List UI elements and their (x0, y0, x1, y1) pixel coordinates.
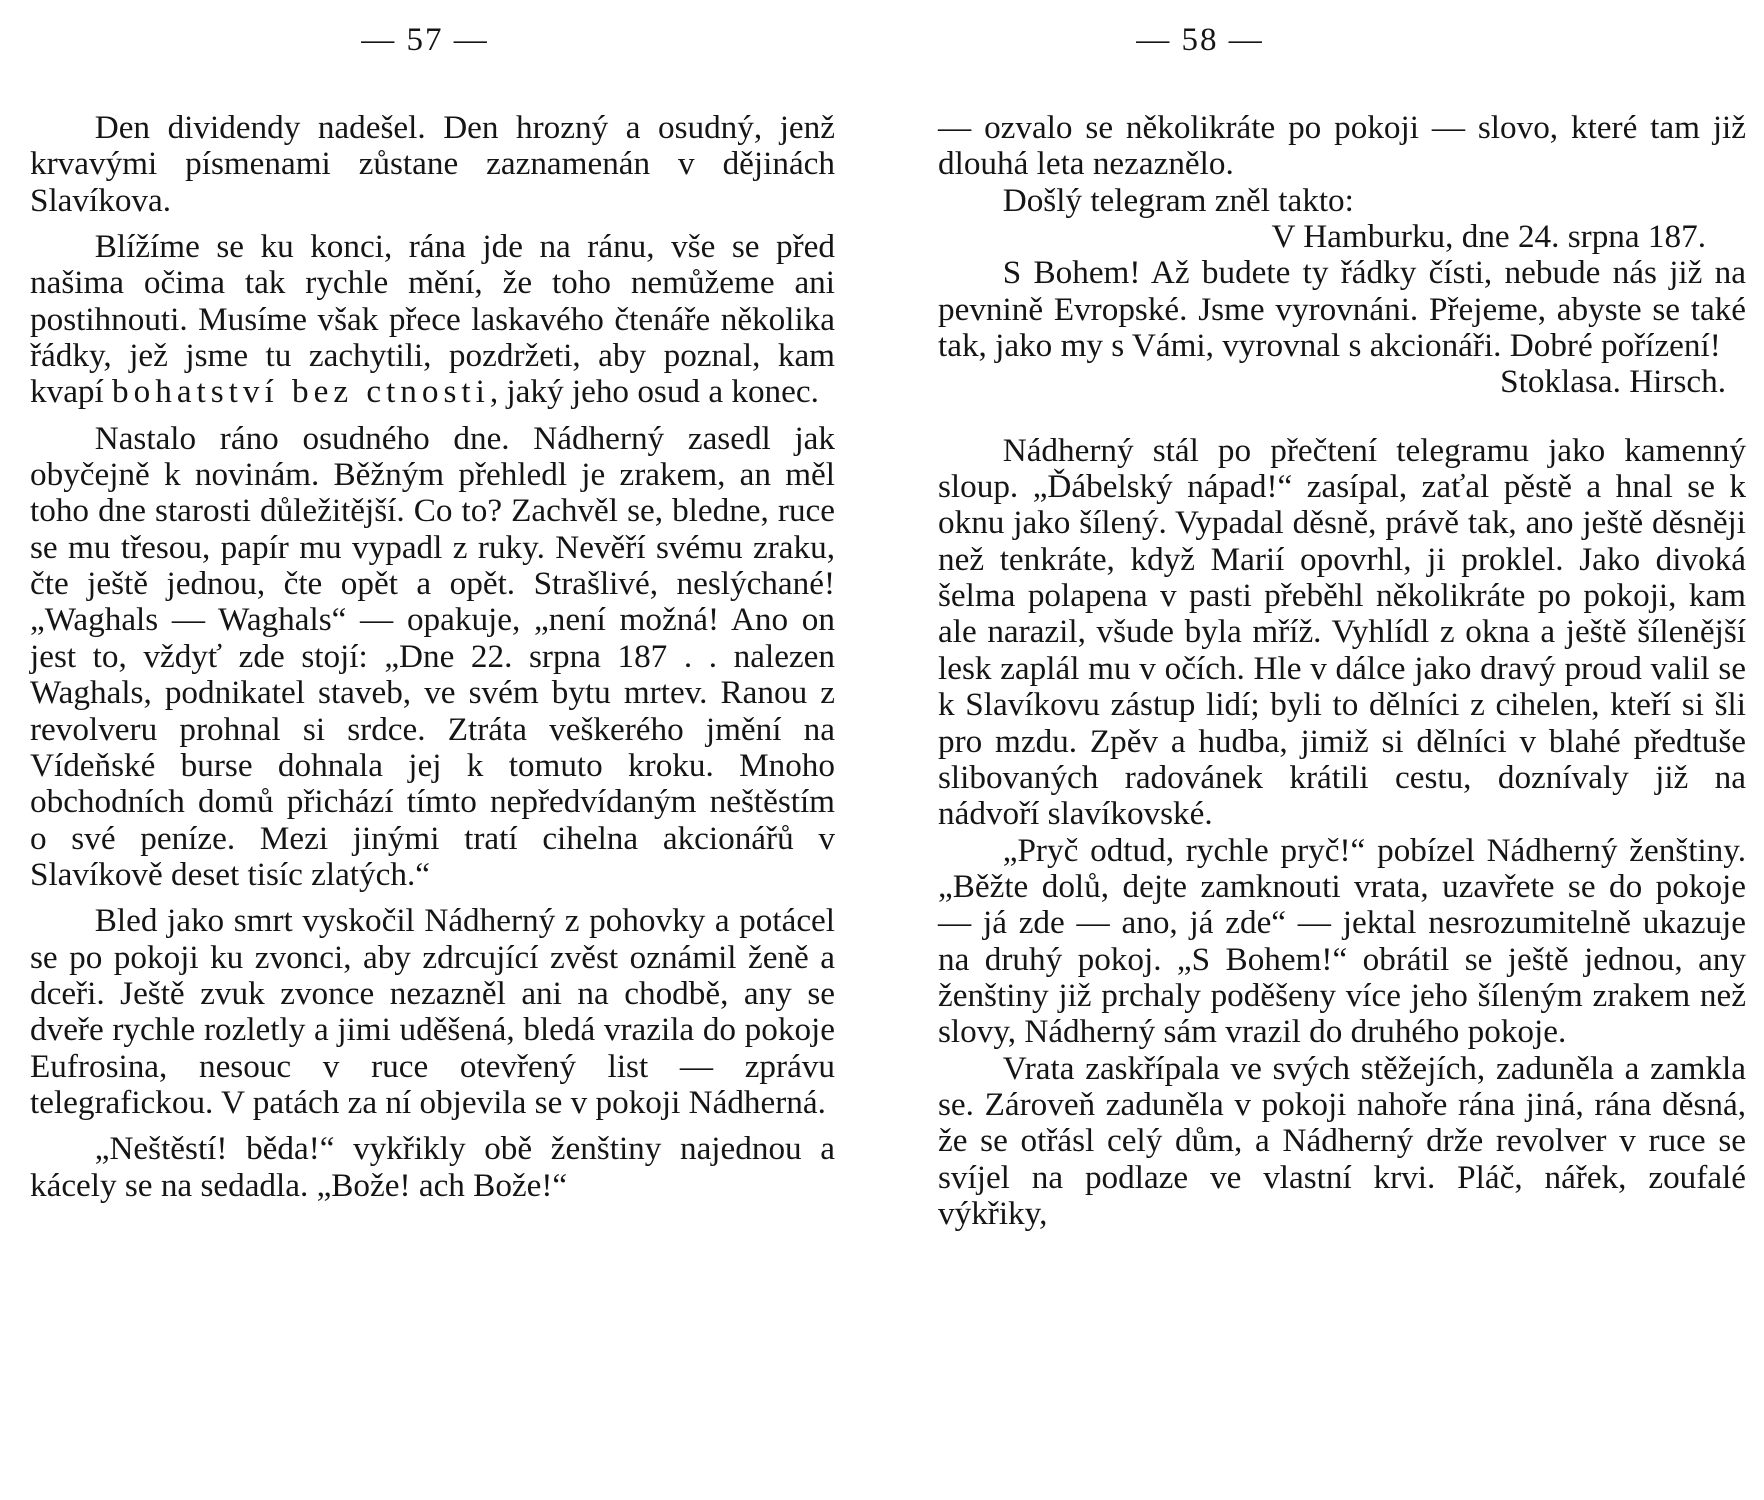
paragraph: „Pryč odtud, rychle pryč!“ pobízel Nádherný ženštiny. „Běžte dolů, dejte zamknouti vrata, uzavřete se do pokoje — já zde — ano, já zde“ — jektal nesrozumitelně ukazuje na druhý pokoj. „S Bohem!“ obrátil se ještě jednou, any ženštiny již prchaly poděšeny více jeho šíleným zrakem než slovy, Nádherný sám vrazil do druhého pokoje. (938, 831, 1746, 1051)
paragraph-text: Blížíme se ku konci, rána jde na ránu, vše se před našima očima tak rychle mění, že toho nemůžeme ani postihnouti. Musíme však přece laskavého čtenáře několika řádky, jež jsme tu zachytili, pozdržeti, aby poznal, kam kvapí (30, 228, 835, 411)
paragraph (30, 229, 835, 411)
paragraph: Bled jako smrt vyskočil Nádherný z pohovky a potácel se po pokoji ku zvonci, aby zdrcující zvěst oznámil ženě a dceři. Ještě zvuk zvonce nezazněl ani na chodbě, any se dveře rychle rozletly a jimi uděšená, bledá vrazila do pokoje Eufrosina, nesouc v ruce otevřený list — zprávu telegrafickou. V patách za ní objevila se v pokoji Nádherná. (30, 902, 835, 1121)
telegram-place-date: V Hamburku, dne 24. srpna 187. (1271, 218, 1706, 256)
paragraph: Nádherný stál po přečtení telegramu jako kamenný sloup. „Ďábelský nápad!“ zasípal, zaťal pěstě a hnal se k oknu jako šílený. Vypadal děsně, právě tak, ano ještě děsněji než tenkráte, když Marií opovrhl, ji proklel. Jako divoká šelma polapena v pasti přeběhl několikráte po pokoji, kam ale narazil, všude byla mříž. Vyhlídl z okna a ještě šílenější lesk zaplál mu v očích. Hle v dálce jako dravý proud valil se k Slavíkovu zástup lidí; byli to dělníci z cihelen, kteří si šli pro mzdu. Zpěv a hudba, jimiž si dělníci v blahé předtuše slibovaných radovánek krátili cestu, doznívaly již na nádvoří slavíkovské. (938, 431, 1746, 833)
paragraph: „Neštěstí! běda!“ vykřikly obě ženštiny najednou a kácely se na sedadla. „Bože! ach Bože!“ (30, 1130, 835, 1204)
paragraph: Vrata zaskřípala ve svých stěžejích, zaduněla a zamkla se. Zároveň zaduněla v pokoji nahoře rána jiná, rána děsná, že se otřásl celý dům, a Nádherný drže revolver v ruce se svíjel na podlaze ve vlastní krvi. Pláč, nářek, zoufalé výkřiky, (938, 1049, 1746, 1232)
telegram-intro: Došlý telegram zněl takto: (1002, 181, 1354, 219)
paragraph: — ozvalo se několikráte po pokoji — slovo, které tam již dlouhá leta nezaznělo. (938, 109, 1746, 183)
right-page (900, 0, 1764, 1500)
spaced-emphasis: bohatství bez ctnosti (112, 373, 490, 411)
left-page (0, 0, 870, 1500)
telegram-signature: Stoklasa. Hirsch. (1500, 363, 1726, 401)
page-body (30, 110, 835, 1204)
page-body (938, 110, 1746, 1232)
telegram-body: S Bohem! Až budete ty řádky čísti, nebude nás již na pevnině Evropské. Jsme vyrovnáni. Přejeme, abyste se také tak, jako my s Vámi, vyrovnal s akcionáři. Dobré pořízení! (938, 254, 1746, 365)
paragraph: Den dividendy nadešel. Den hrozný a osudný, jenž krvavými písmenami zůstane zaznamenán v dějinách Slavíkova. (30, 109, 835, 219)
page-number: — 57 — (361, 22, 489, 58)
page-number: — 58 — (1136, 22, 1264, 58)
paragraph: Nastalo ráno osudného dne. Nádherný zasedl jak obyčejně k novinám. Běžným přehledl je zrakem, an měl toho dne starosti důležitější. Co to? Zachvěl se, bledne, ruce se mu třesou, papír mu vypadl z ruky. Nevěří svému zraku, čte ještě jednou, čte opět a opět. Strašlivé, neslýchané! „Waghals — Waghals“ — opakuje, „není možná! Ano on jest to, vždyť zde stojí: „Dne 22. srpna 187 . . nalezen Waghals, podnikatel staveb, ve svém bytu mrtev. Ranou z revolveru prohnal si srdce. Ztráta veškerého jmění na Vídeňské burse dohnala jej k tomuto kroku. Mnoho obchodních domů přichází tímto nepředvídaným neštěstím o své peníze. Mezi jinými tratí cihelna akcionářů v Slavíkově deset tisíc zlatých.“ (30, 419, 835, 893)
paragraph-tail: , jaký jeho osud a konec. (489, 373, 819, 411)
